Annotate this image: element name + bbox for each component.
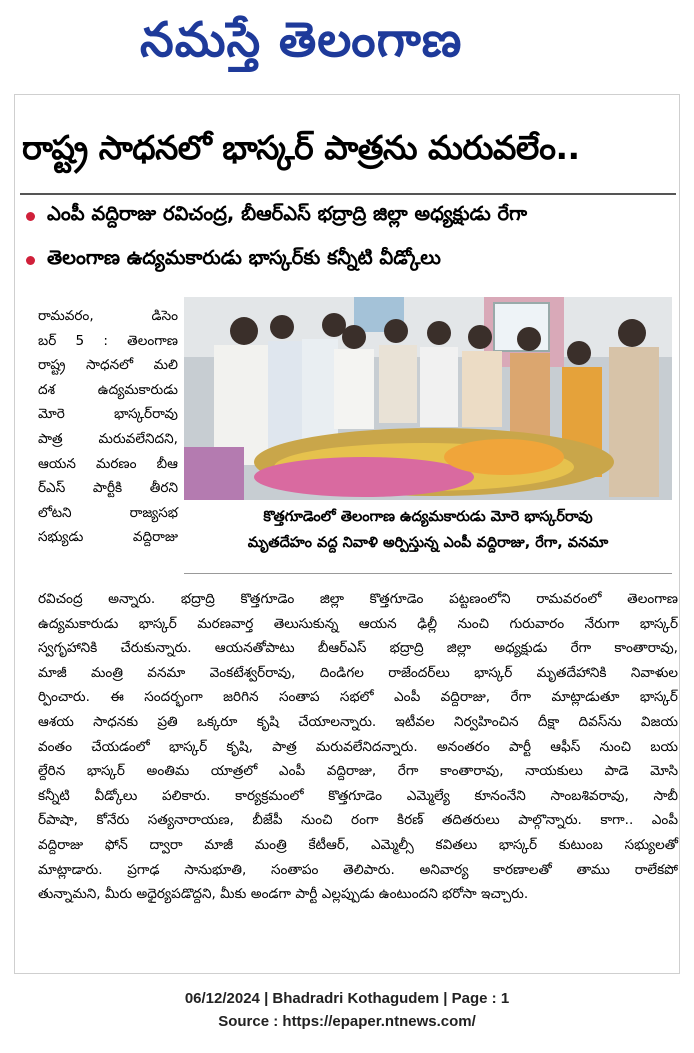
text-line: దశ ఉద్యమకారుడు — [38, 381, 178, 398]
text-line: మాట్లాడారు. ప్రగాఢ సానుభూతి, సంతాపం తెలిపారు. అనివార్య కారణాలతో తాము రాలేకపో — [38, 861, 678, 878]
text-line: రవిచంద్ర అన్నారు. భద్రాద్రి కొత్తగూడెం జిల్లా కొత్తగూడెం పట్టణంలోని రామవరంలో తెలంగాణ — [38, 591, 678, 607]
caption-line: మృతదేహం వద్ద నివాళి అర్పిస్తున్న ఎంపీ వద్దిరాజు, రేగా, వనమా — [247, 535, 609, 551]
bullet-dot-icon — [26, 256, 35, 265]
text-line: కన్నీటి వీడ్కోలు పలికారు. కార్యక్రమంలో కొత్తగూడెం ఎమ్మెల్యే కూనంనేని సాంబశివరావు, సాబీ — [38, 787, 678, 804]
text-line: మాజీ మంత్రి వనమా వెంకటేశ్వర్‌రావు, దిండిగల రాజేందర్‌లు భాస్కర్ మృతదేహానికి నివాళుల — [38, 664, 678, 681]
text-line: బర్ 5 : తెలంగాణ — [38, 332, 178, 349]
subheadline-bullet — [26, 202, 527, 230]
masthead — [0, 0, 694, 94]
text-line: స్వగృహానికి చేరుకున్నారు. ఆయనతోపాటు బీఆర్ఎస్ భద్రాద్రి జిల్లా అధ్యక్షుడు రేగా కాంతారావు, — [38, 640, 678, 657]
headline-divider — [20, 193, 676, 195]
article-body — [38, 587, 678, 907]
text-line: రామవరం, డిసెం — [38, 308, 178, 324]
footer-source: Source : https://epaper.ntnews.com/ — [218, 1013, 476, 1030]
text-line: ఉద్యమకారుడు భాస్కర్ మరణవార్త తెలుసుకున్న ఆయన ఢిల్లీ నుంచి గురువారం నేరుగా భాస్కర్ — [38, 615, 678, 632]
text-line: పాత్ర మరువలేనిదని, — [38, 430, 178, 447]
text-line: మోరె భాస్కర్‌రావు — [38, 406, 178, 423]
footer-edition-info: 06/12/2024 | Bhadradri Kothagudem | Page : 1 — [184, 990, 510, 1007]
text-line: సభ్యుడు వద్దిరాజు — [38, 529, 178, 546]
text-line: ఆయన మరణం బీఆ — [38, 455, 178, 472]
text-line: లోటని రాజ్యసభ — [38, 504, 178, 521]
text-line: వంతం చేయడంలో భాస్కర్ కృషి, పాత్ర మరువలేనిదన్నారు. అనంతరం పార్టీ ఆఫీస్ నుంచి బయ — [38, 738, 678, 755]
text-line: ల్దేరిన భాస్కర్ అంతిమ యాత్రలో ఎంపీ వద్దిరాజు, రేగా కాంతారావు, నాయకులు పాడె మోసి — [38, 763, 678, 780]
text-line: రాష్ట్ర సాధనలో మలి — [38, 357, 178, 374]
text-line: తున్నామని, మీరు అధైర్యపడొద్దని, మీకు అండగా పార్టీ ఎల్లప్పుడు ఉంటుందని భరోసా ఇచ్చారు. — [38, 886, 529, 903]
bullet-dot-icon — [26, 212, 35, 221]
text-line: వద్దిరాజు ఫోన్ ద్వారా మాజీ మంత్రి కేటీఆర్, ఎమ్మెల్సీ కవితలు భాస్కర్ కుటుంబ సభ్యులతో — [38, 836, 678, 853]
text-line: ఆశయ సాధనకు ప్రతి ఒక్కరూ కృషి చేయాలన్నారు. ఇటీవల నిర్వహించిన దీక్షా దివస్‌ను విజయ — [38, 713, 678, 730]
article-headline: రాష్ట్ర సాధనలో భాస్కర్ పాత్రను మరువలేం.. — [22, 128, 580, 167]
newspaper-logo: నమస్తే తెలంగాణ — [140, 12, 463, 68]
photo-caption — [184, 504, 672, 556]
news-photo — [184, 297, 672, 500]
text-line: ర్‌పాషా, కోనేరు సత్యనారాయణ, బీజేపీ నుంచి రంగా కిరణ్ తదితరులు పాల్గొన్నారు. కాగా.. ఎంపీ — [38, 812, 678, 829]
subheadline-bullet — [26, 246, 441, 274]
text-line: ర్పించారు. ఈ సందర్భంగా జరిగిన సంతాప సభలో ఎంపీ వద్దిరాజు, రేగా మాట్లాడుతూ భాస్కర్ — [38, 689, 678, 706]
text-line: ర్ఎస్ పార్టీకి తీరని — [38, 480, 178, 497]
subheadline-text: తెలంగాణ ఉద్యమకారుడు భాస్కర్‌కు కన్నీటి వీడ్కోలు — [47, 246, 441, 269]
caption-divider — [184, 573, 672, 574]
subheadline-text: ఎంపీ వద్దిరాజు రవిచంద్ర, బీఆర్ఎస్ భద్రాద్రి జిల్లా అధ్యక్షుడు రేగా — [47, 202, 528, 225]
article-column — [38, 304, 178, 550]
caption-line: కొత్తగూడెంలో తెలంగాణ ఉద్యమకారుడు మోరె భాస్కర్‌రావు — [263, 509, 593, 525]
